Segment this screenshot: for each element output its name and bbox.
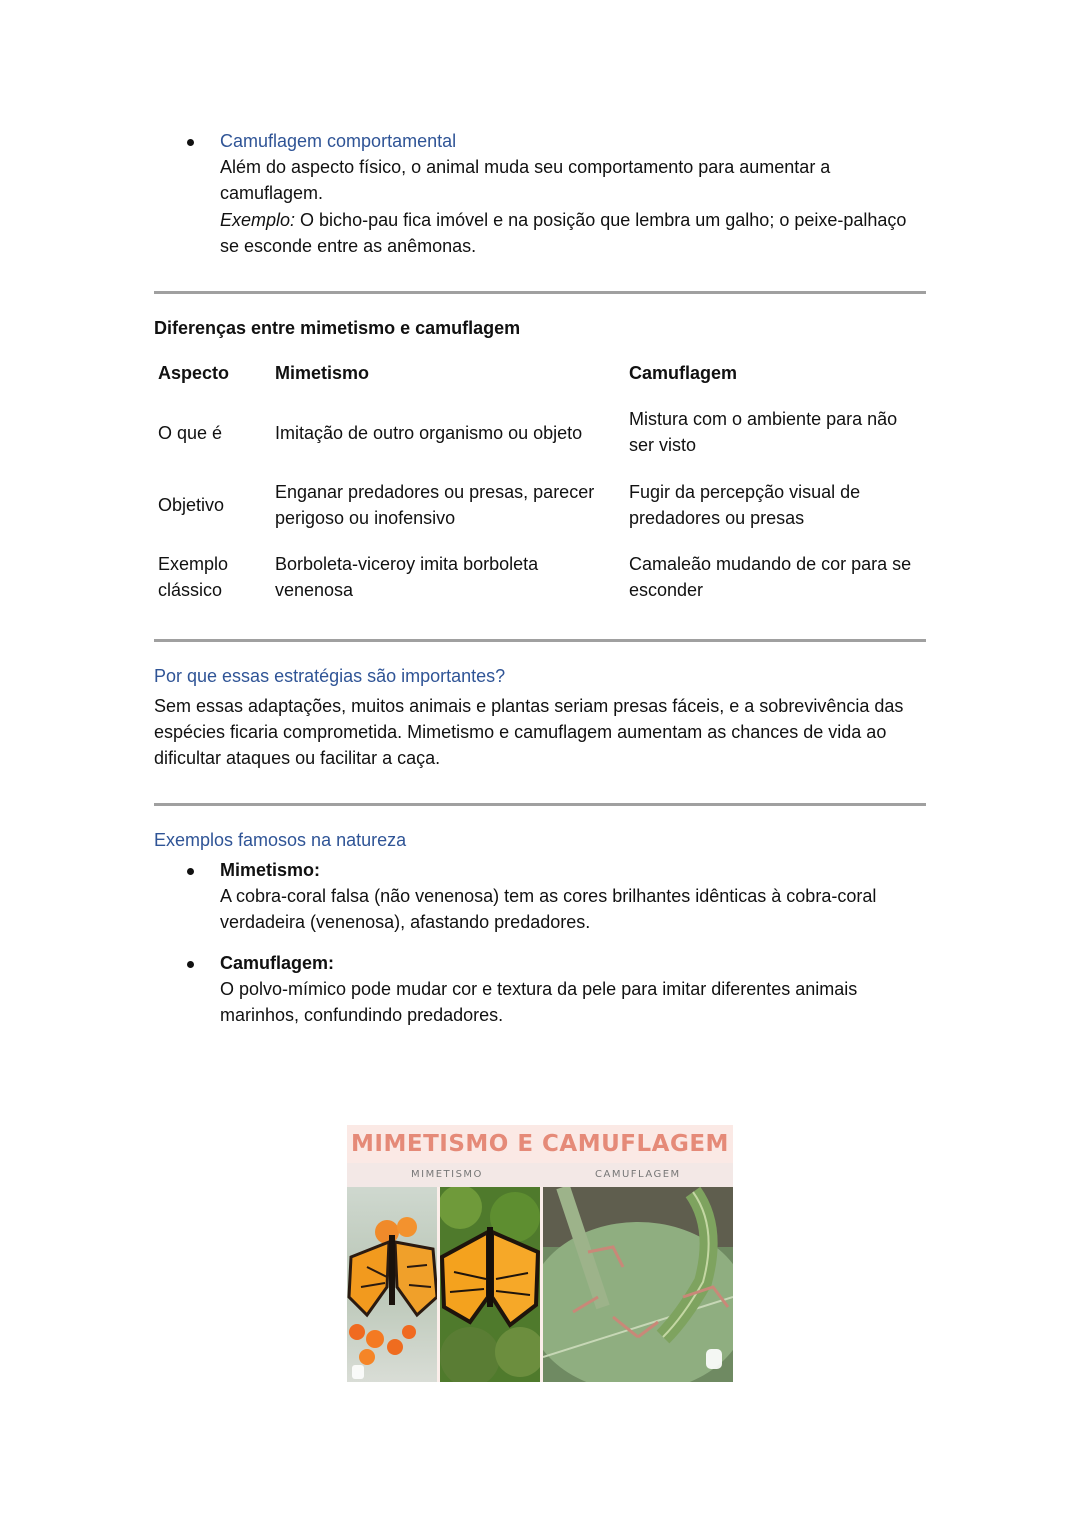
behavioral-camouflage-example-1 (220, 207, 906, 233)
divider (154, 639, 926, 642)
figure-label-mimicry: MIMETISMO (411, 1169, 483, 1180)
importance-text-3: dificultar ataques ou facilitar a caça. (154, 748, 441, 768)
cell-mimicry: Enganar predadores ou presas, parecer (275, 482, 595, 502)
cell-aspect: O que é (158, 423, 223, 443)
monarch-butterfly-icon (440, 1187, 540, 1382)
behavioral-camouflage-example-2: se esconde entre as anêmonas. (220, 236, 477, 256)
cell-camouflage: Mistura com o ambiente para não (629, 409, 898, 429)
leaf-insect-icon (543, 1187, 733, 1382)
cell-mimicry: Borboleta-viceroy imita borboleta (275, 554, 539, 574)
butterfly-photo-1 (347, 1187, 437, 1382)
cell-mimicry: Imitação de outro organismo ou objeto (275, 423, 583, 443)
bullet-icon (187, 961, 194, 968)
butterfly-photo-2 (440, 1187, 540, 1382)
example-label: Exemplo: (220, 210, 296, 230)
figure-label-camouflage: CAMUFLAGEM (595, 1169, 681, 1180)
cell-mimicry: perigoso ou inofensivo (275, 508, 456, 528)
example-text: O polvo-mímico pode mudar cor e textura da pele para imitar diferentes animais (220, 979, 858, 999)
figure-title: MIMETISMO E CAMUFLAGEM (351, 1131, 729, 1157)
monarch-butterfly-icon (347, 1187, 437, 1382)
divider (154, 291, 926, 294)
bullet-icon (187, 868, 194, 875)
differences-title: Diferenças entre mimetismo e camuflagem (154, 318, 521, 338)
behavioral-camouflage-title: Camuflagem comportamental (220, 131, 457, 151)
cell-camouflage: Camaleão mudando de cor para se (629, 554, 912, 574)
cell-aspect: clássico (158, 580, 223, 600)
example-label-camouflage: Camuflagem: (220, 953, 335, 973)
cell-camouflage: ser visto (629, 435, 697, 455)
leaf-insect-photo (543, 1187, 733, 1382)
example-label-mimicry: Mimetismo: (220, 860, 321, 880)
header-mimicry: Mimetismo (275, 363, 370, 383)
cell-camouflage: esconder (629, 580, 704, 600)
header-aspect: Aspecto (158, 363, 230, 383)
example-text: verdadeira (venenosa), afastando predadores. (220, 912, 591, 932)
divider (154, 803, 926, 806)
cell-camouflage: predadores ou presas (629, 508, 805, 528)
cell-aspect: Objetivo (158, 495, 225, 515)
example-text: O bicho-pau fica imóvel e na posição que lembra um galho; o peixe-palhaço (295, 210, 907, 230)
mimicry-camouflage-figure (347, 1125, 733, 1382)
examples-title: Exemplos famosos na natureza (154, 830, 407, 850)
bullet-icon (187, 139, 194, 146)
example-text: A cobra-coral falsa (não venenosa) tem as cores brilhantes idênticas à cobra-coral (220, 886, 877, 906)
importance-title: Por que essas estratégias são importantes? (154, 666, 506, 686)
behavioral-camouflage-text-2: camuflagem. (220, 183, 324, 203)
importance-text-2: espécies ficaria comprometida. Mimetismo e camuflagem aumentam as chances de vida ao (154, 722, 887, 742)
cell-aspect: Exemplo (158, 554, 229, 574)
cell-mimicry: venenosa (275, 580, 354, 600)
header-camouflage: Camuflagem (629, 363, 738, 383)
example-text: marinhos, confundindo predadores. (220, 1005, 504, 1025)
behavioral-camouflage-text-1: Além do aspecto físico, o animal muda seu comportamento para aumentar a (220, 157, 831, 177)
importance-text-1: Sem essas adaptações, muitos animais e plantas seriam presas fáceis, e a sobrevivência das (154, 696, 904, 716)
cell-camouflage: Fugir da percepção visual de (629, 482, 861, 502)
